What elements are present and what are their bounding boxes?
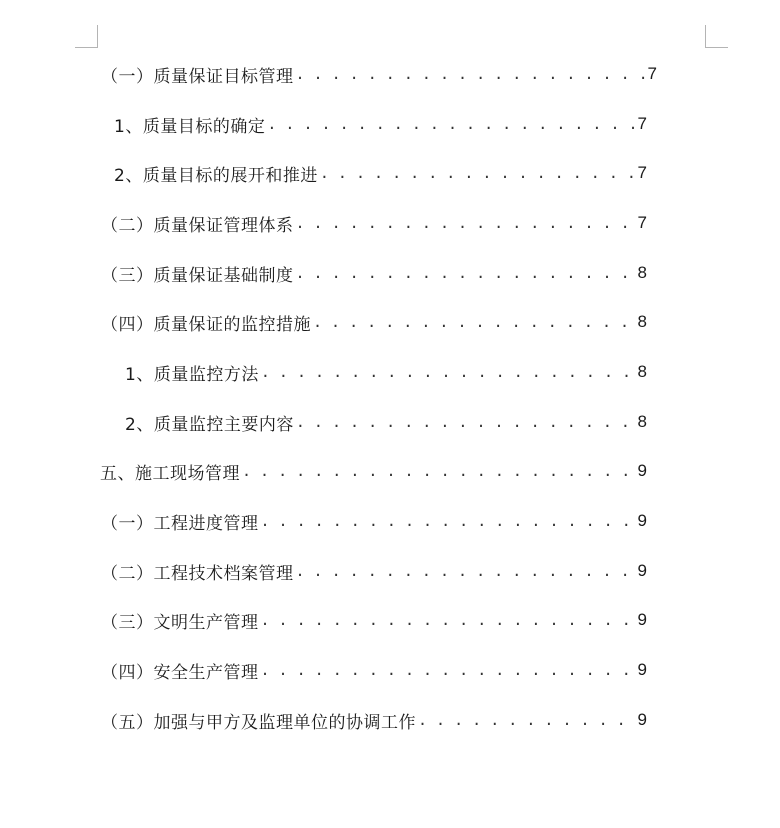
toc-page-number: 9 [637,561,647,580]
toc-entry[interactable] [101,707,647,733]
toc-page-number: 7 [637,213,647,232]
toc-dot-leader [294,264,637,282]
toc-page-number: 9 [637,710,647,729]
toc-entry[interactable] [101,210,647,236]
toc-entry-title: （五）加强与甲方及监理单位的协调工作 [101,712,416,733]
toc-dot-leader [259,512,637,530]
toc-entry-title: （二）工程技术档案管理 [101,563,294,584]
toc-entry-title: （一）质量保证目标管理 [101,66,294,87]
toc-dot-leader [318,164,636,182]
toc-entry-title: （三）质量保证基础制度 [101,265,294,286]
toc-dot-leader [294,562,637,580]
toc-entry[interactable] [101,657,647,683]
toc-entry-title: （二）质量保证管理体系 [101,215,294,236]
toc-entry-title: （三）文明生产管理 [101,612,259,633]
toc-page-number: 8 [637,312,647,331]
toc-entry[interactable] [101,61,657,87]
toc-entry-title: （四）安全生产管理 [101,662,259,683]
toc-page-number: 7 [637,163,647,182]
toc-entry[interactable] [114,160,647,186]
toc-entry[interactable] [101,260,647,286]
toc-entry-title: 2、质量目标的展开和推进 [114,165,318,186]
toc-page-number: 9 [637,660,647,679]
toc-entry-title: 2、质量监控主要内容 [125,414,294,435]
toc-page-number: 8 [637,412,647,431]
toc-entry[interactable] [101,508,647,534]
toc-dot-leader [259,363,636,381]
toc-entry[interactable] [100,458,647,484]
toc-page-number: 7 [647,64,657,83]
toc-dot-leader [416,711,636,729]
toc-entry[interactable] [101,309,647,335]
toc-dot-leader [294,214,637,232]
toc-entry[interactable] [114,111,647,137]
toc-dot-leader [294,65,647,83]
toc-dot-leader [294,413,636,431]
toc-dot-leader [311,313,636,331]
toc-page-number: 8 [637,263,647,282]
toc-dot-leader [265,115,636,133]
toc-entry-title: 五、施工现场管理 [100,463,240,484]
toc-dot-leader [259,611,637,629]
toc-entry[interactable] [125,409,647,435]
toc-entry[interactable] [101,607,647,633]
toc-entry-title: 1、质量监控方法 [125,364,259,385]
toc-entry-title: 1、质量目标的确定 [114,116,266,137]
toc-page-number: 9 [637,511,647,530]
toc-page-number: 8 [637,362,647,381]
toc-entry-title: （一）工程进度管理 [101,513,259,534]
toc-entry[interactable] [101,558,647,584]
toc-page-number: 9 [637,610,647,629]
toc-entry-title: （四）质量保证的监控措施 [101,314,311,335]
toc-dot-leader [259,661,637,679]
toc-page-number: 9 [637,461,647,480]
toc-page-number: 7 [637,114,647,133]
toc-entry[interactable] [125,359,647,385]
toc-dot-leader [240,462,636,480]
